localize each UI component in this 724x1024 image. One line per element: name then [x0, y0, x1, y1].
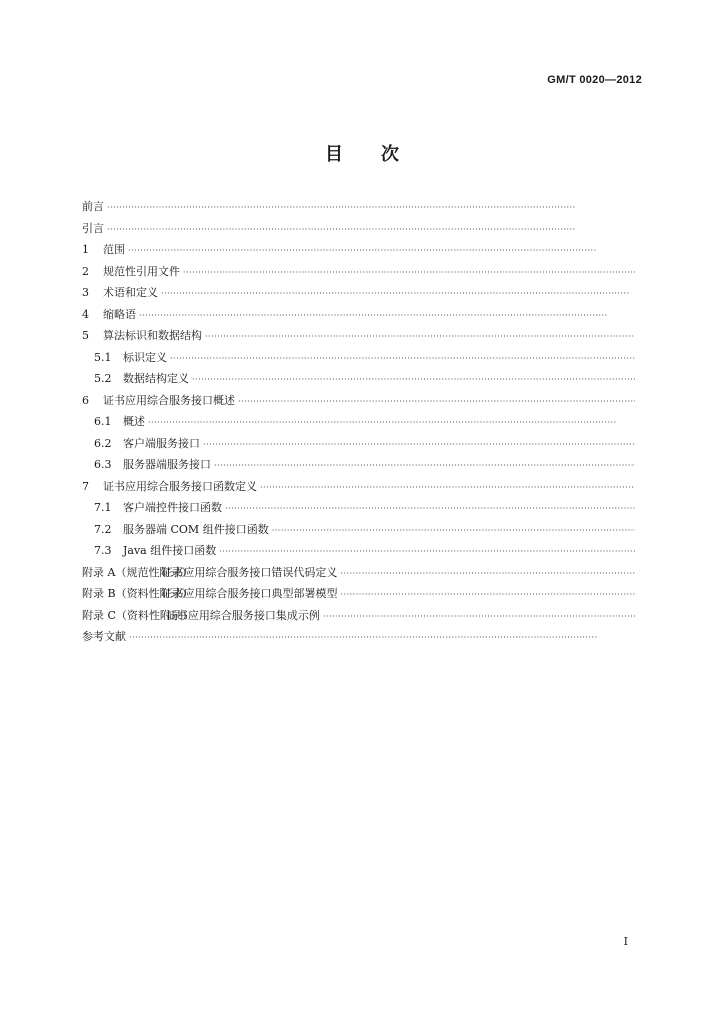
toc-entry-title: Java 组件接口函数 — [123, 544, 217, 557]
toc-entry-6-1[interactable] — [82, 411, 635, 433]
page-number: I — [623, 935, 628, 948]
dot-leader — [107, 219, 635, 241]
toc-entry-number: 附录 A（规范性附录） — [82, 565, 193, 579]
toc-entry-1[interactable] — [82, 239, 635, 261]
standard-number: GM/T 0020—2012 — [547, 74, 642, 86]
toc-entry-title: 术语和定义 — [103, 286, 158, 299]
toc-entry-title: 服务器端服务接口 — [123, 458, 211, 471]
toc-entry-7-3[interactable] — [82, 540, 635, 562]
dot-leader — [128, 240, 635, 262]
toc-entry-title: 标识定义 — [123, 350, 167, 364]
dot-leader — [341, 584, 636, 606]
toc-entry-number: 7.3 — [94, 544, 112, 557]
toc-entry-title: 前言 — [82, 200, 104, 213]
toc-entry-7-1[interactable] — [82, 497, 635, 519]
toc-entry-5-1[interactable] — [82, 347, 635, 369]
toc-entry-7-2[interactable] — [82, 519, 635, 541]
toc-entry-title: 范围 — [103, 243, 125, 256]
dot-leader — [225, 498, 635, 520]
toc-entry-number: 6.3 — [94, 458, 112, 471]
toc-entry-title: 证书应用综合服务接口概述 — [103, 393, 235, 407]
toc-entry-3[interactable] — [82, 282, 635, 304]
dot-leader — [203, 434, 635, 456]
toc-entry-title: 引言 — [82, 221, 104, 235]
toc-entry-number: 附录 B（资料性附录） — [82, 587, 193, 600]
page-title: 目次 — [325, 144, 437, 165]
toc-entry-introduction[interactable] — [82, 218, 635, 240]
toc-entry-5[interactable] — [82, 325, 635, 347]
toc-entry-title: 证书应用综合服务接口函数定义 — [103, 479, 257, 493]
dot-leader — [129, 627, 635, 649]
toc-entry-references[interactable] — [82, 626, 635, 648]
dot-leader — [260, 477, 635, 499]
toc-entry-number: 6.2 — [94, 436, 112, 450]
dot-leader — [238, 391, 635, 413]
toc-entry-4[interactable] — [82, 304, 635, 326]
dot-leader — [183, 262, 635, 284]
toc-entry-title: 缩略语 — [103, 307, 136, 321]
toc-entry-title: 算法标识和数据结构 — [103, 329, 202, 342]
dot-leader — [148, 412, 635, 434]
toc-entry-number: 2 — [82, 264, 89, 278]
dot-leader — [323, 606, 635, 628]
toc-entry-appendix-c[interactable] — [82, 605, 635, 627]
toc-entry-title: 概述 — [123, 415, 145, 428]
dot-leader — [139, 305, 635, 327]
toc-entry-number: 5 — [82, 329, 89, 342]
toc-entry-6[interactable] — [82, 390, 635, 412]
toc-entry-number: 6.1 — [94, 415, 112, 428]
table-of-contents — [82, 196, 635, 648]
toc-entry-title: 数据结构定义 — [123, 372, 189, 385]
toc-entry-2[interactable] — [82, 261, 635, 283]
dot-leader — [107, 197, 635, 219]
dot-leader — [340, 563, 635, 585]
toc-entry-5-2[interactable] — [82, 368, 635, 390]
toc-entry-number: 5.1 — [94, 350, 112, 364]
toc-entry-title: 规范性引用文件 — [103, 264, 180, 278]
toc-entry-number: 7.1 — [94, 501, 112, 514]
dot-leader — [214, 455, 635, 477]
dot-leader — [205, 326, 635, 348]
toc-entry-title: 客户端控件接口函数 — [123, 501, 222, 514]
toc-entry-number: 3 — [82, 286, 89, 299]
toc-entry-number: 4 — [82, 307, 89, 321]
toc-entry-foreword[interactable] — [82, 196, 635, 218]
toc-entry-title: 客户端服务接口 — [123, 436, 200, 450]
toc-entry-title: 证书应用综合服务接口集成示例 — [165, 608, 320, 622]
toc-entry-title: 证书应用综合服务接口错误代码定义 — [161, 565, 338, 579]
toc-entry-number: 5.2 — [94, 372, 112, 385]
dot-leader — [161, 283, 635, 305]
toc-entry-title: 证书应用综合服务接口典型部署模型 — [161, 587, 338, 600]
toc-entry-6-3[interactable] — [82, 454, 635, 476]
toc-entry-6-2[interactable] — [82, 433, 635, 455]
dot-leader — [170, 348, 635, 370]
toc-entry-title: 服务器端 COM 组件接口函数 — [123, 522, 269, 536]
toc-entry-7[interactable] — [82, 476, 635, 498]
dot-leader — [192, 369, 635, 391]
toc-entry-number: 1 — [82, 243, 89, 256]
dot-leader — [219, 541, 635, 563]
toc-entry-number: 附录 C（资料性附录） — [82, 608, 193, 622]
toc-entry-appendix-b[interactable] — [82, 583, 635, 605]
dot-leader — [272, 520, 635, 542]
toc-entry-number: 7 — [82, 479, 89, 493]
toc-entry-number: 7.2 — [94, 522, 112, 536]
toc-entry-title: 参考文献 — [82, 630, 126, 643]
toc-entry-appendix-a[interactable] — [82, 562, 635, 584]
toc-entry-number: 6 — [82, 393, 89, 407]
